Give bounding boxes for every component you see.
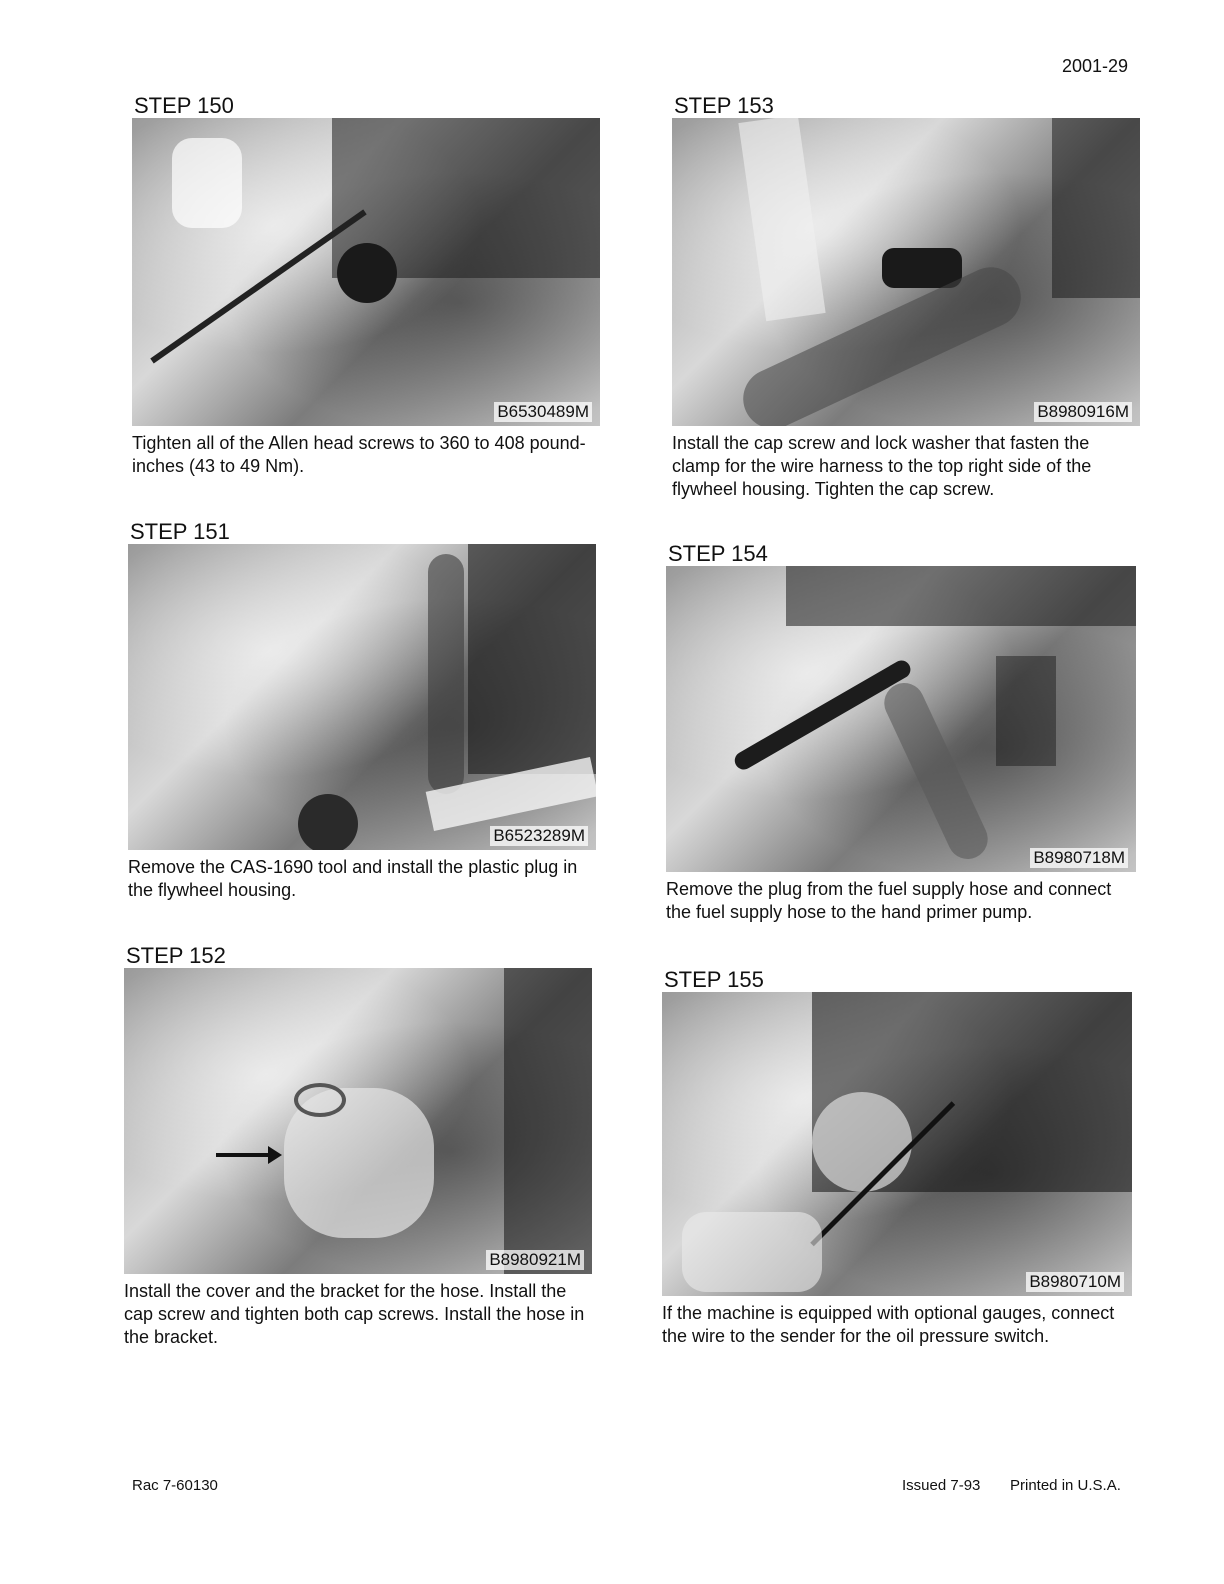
step-151 xyxy=(128,520,596,902)
step-title: STEP 153 xyxy=(674,93,774,118)
photo-ring xyxy=(294,1083,346,1117)
step-photo xyxy=(662,992,1132,1296)
page-number: 2001-29 xyxy=(1062,56,1129,76)
photo-top-dark xyxy=(786,566,1136,626)
step-155 xyxy=(662,968,1132,1348)
photo-sender xyxy=(812,1092,912,1192)
photo-lower-part xyxy=(682,1212,822,1292)
photo-code: B8980916M xyxy=(1034,402,1132,422)
step-caption: Install the cap screw and lock washer that fasten the clamp for the wire harness to the top right side of the flywheel housing. Tighten the cap screw. xyxy=(672,433,1092,499)
step-caption: Tighten all of the Allen head screws to 360 to 408 pound-inches (43 to 49 Nm). xyxy=(132,433,586,476)
step-photo xyxy=(672,118,1140,426)
step-photo xyxy=(132,118,600,426)
footer-document-id: Rac 7-60130 xyxy=(132,1477,218,1494)
step-caption: Remove the CAS-1690 tool and install the plastic plug in the flywheel housing. xyxy=(128,857,578,900)
step-title: STEP 152 xyxy=(126,943,226,968)
photo-dark-right xyxy=(504,968,592,1274)
step-154 xyxy=(666,542,1136,924)
photo-round-fitting xyxy=(337,243,397,303)
photo-wrench xyxy=(150,209,366,363)
photo-code: B8980718M xyxy=(1030,848,1128,868)
photo-cylinder xyxy=(172,138,242,228)
photo-frame xyxy=(1052,118,1140,298)
step-title: STEP 150 xyxy=(134,93,234,118)
footer-issued: Issued 7-93 xyxy=(902,1477,981,1494)
photo-fuel-hose xyxy=(878,676,995,865)
photo-hose xyxy=(428,554,464,794)
step-150 xyxy=(132,94,600,478)
photo-wires xyxy=(996,656,1056,766)
photo-plug xyxy=(298,794,358,850)
photo-harness xyxy=(738,118,825,321)
step-photo xyxy=(128,544,596,850)
photo-code: B8980710M xyxy=(1026,1272,1124,1292)
photo-code: B6523289M xyxy=(490,826,588,846)
step-photo xyxy=(666,566,1136,872)
step-photo xyxy=(124,968,592,1274)
photo-code: B8980921M xyxy=(486,1250,584,1270)
photo-code: B6530489M xyxy=(494,402,592,422)
arrow-icon xyxy=(216,1153,272,1157)
step-title: STEP 154 xyxy=(668,541,768,566)
step-title: STEP 151 xyxy=(130,519,230,544)
step-caption: Install the cover and the bracket for the hose. Install the cap screw and tighten both cap screws. Install the hose in the bracket. xyxy=(124,1281,585,1347)
step-caption: Remove the plug from the fuel supply hose and connect the fuel supply hose to the hand primer pump. xyxy=(666,879,1112,922)
footer-printed: Printed in U.S.A. xyxy=(1010,1477,1121,1494)
step-153 xyxy=(672,94,1140,501)
photo-screwdriver xyxy=(732,657,914,773)
photo-dark-panel xyxy=(468,544,596,774)
step-title: STEP 155 xyxy=(664,967,764,992)
step-152 xyxy=(124,944,592,1349)
step-caption: If the machine is equipped with optional gauges, connect the wire to the sender for the oil pressure switch. xyxy=(662,1303,1115,1346)
